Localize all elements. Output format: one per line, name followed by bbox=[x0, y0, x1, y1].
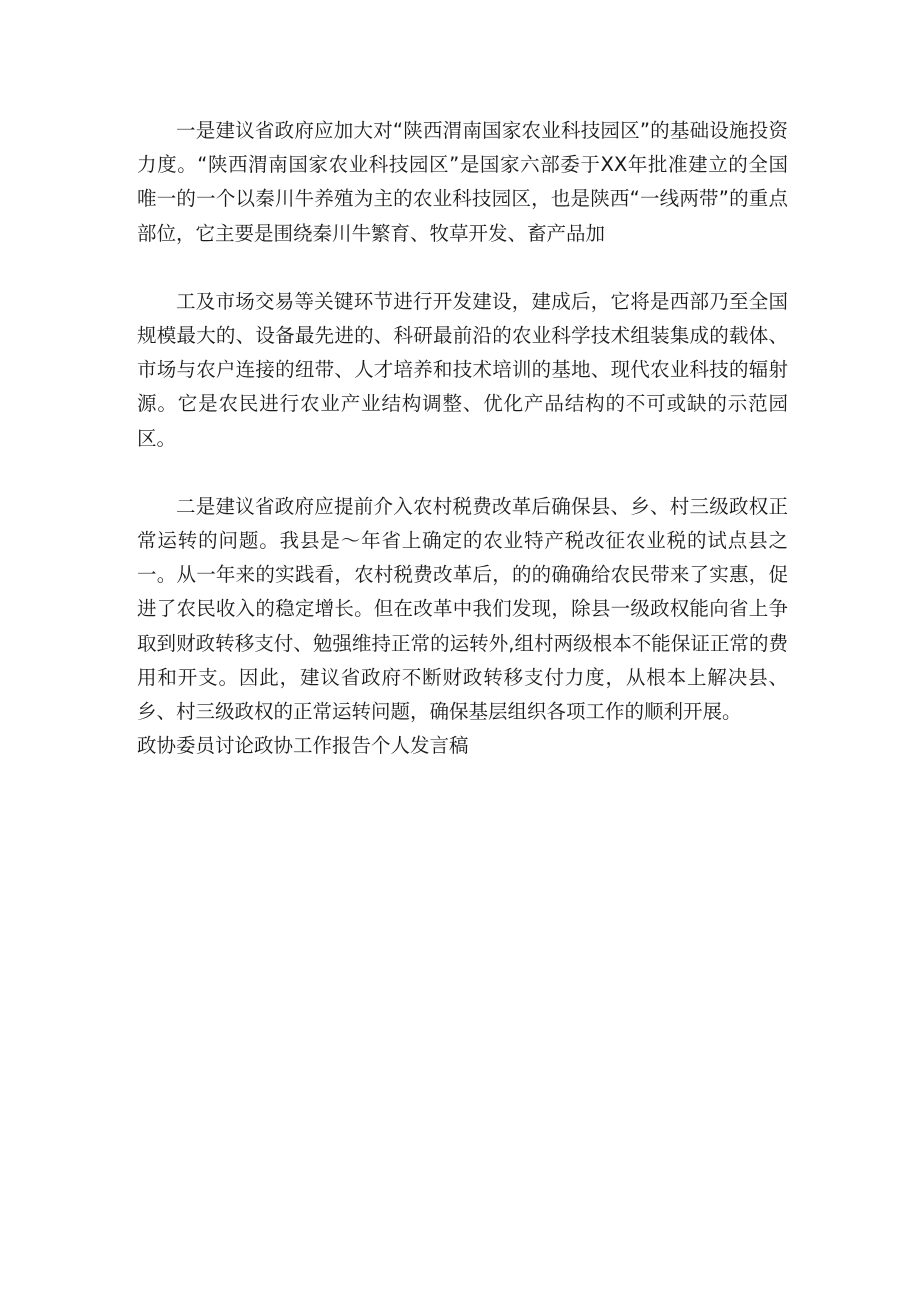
paragraph-park-description: 工及市场交易等关键环节进行开发建设，建成后，它将是西部乃至全国规模最大的、设备最先进的、科研最前沿的农业科学技术组装集成的载体、市场与农户连接的纽带、人才培养和技术培训的基地、现代农业科技的辐射源。它是农民进行农业产业结构调整、优化产品结构的不可或缺的示范园区。 bbox=[137, 289, 788, 450]
paragraph-tax-reform: 二是建议省政府应提前介入农村税费改革后确保县、乡、村三级政权正常运转的问题。我县是〜年省上确定的农业特产税改征农业税的试点县之一。从一年来的实践看，农村税费改革后，的的确确给农民带来了实惠，促进了农民收入的稳定增长。但在改革中我们发现，除县一级政权能向省上争取到财政转移支付、勉强维持正常的运转外,组村两级根本不能保证正常的费用和开支。因此，建议省政府不断财政转移支付力度，从根本上解决县、乡、村三级政权的正常运转问题，确保基层组织各项工作的顺利开展。 bbox=[137, 494, 788, 724]
paragraph-gap bbox=[137, 456, 788, 490]
document-body bbox=[137, 114, 788, 763]
paragraph-gap bbox=[137, 251, 788, 285]
document-footer-title: 政协委员讨论政协工作报告个人发言稿 bbox=[137, 734, 469, 758]
paragraph-infrastructure-investment: 一是建议省政府应加大对“陕西渭南国家农业科技园区”的基础设施投资力度。“陕西渭南国家农业科技园区”是国家六部委于XX年批准建立的全国唯一的一个以秦川牛养殖为主的农业科技园区，也是陕西“一线两带”的重点部位，它主要是围绕秦川牛繁育、牧草开发、畜产品加 bbox=[137, 119, 788, 245]
